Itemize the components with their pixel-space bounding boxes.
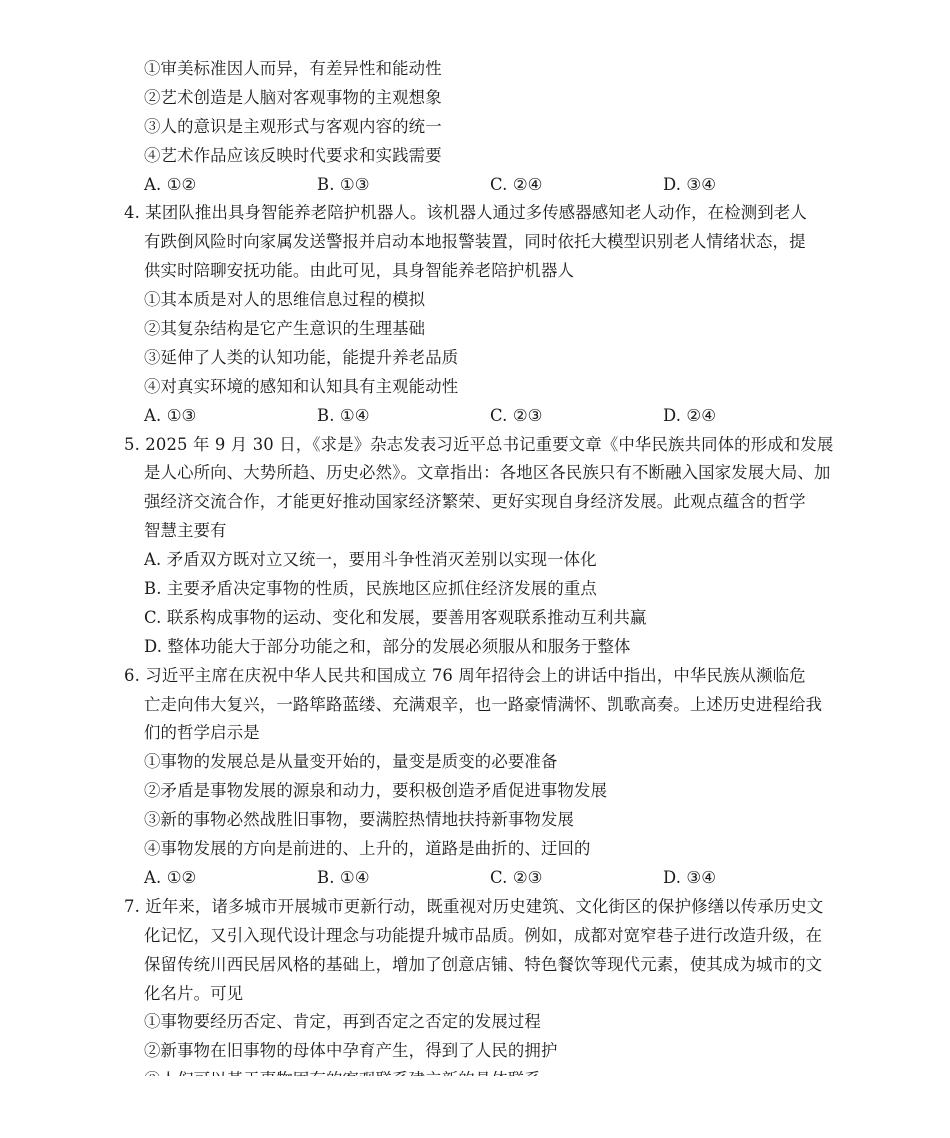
q3-option-4: ④艺术作品应该反映时代要求和实践需要 <box>144 145 442 165</box>
q3-choice-b: B. ①③ <box>317 174 370 194</box>
q5-option-a: A. 矛盾双方既对立又统一，要用斗争性消灭差别以实现一体化 <box>144 550 597 570</box>
q3-choices <box>124 171 836 200</box>
q6-stem-line-1: 6. 习近平主席在庆祝中华人民共和国成立 76 周年招待会上的讲话中指出，中华民族从濒临危 <box>124 665 806 685</box>
page-cutoff-mask <box>0 1076 950 1138</box>
q3-choice-c: C. ②④ <box>490 174 543 194</box>
q6-option-3: ③新的事物必然战胜旧事物，要满腔热情地扶持新事物发展 <box>144 810 575 830</box>
q7-option-1: ①事物要经历否定、肯定，再到否定之否定的发展过程 <box>144 1012 541 1032</box>
q7-stem-line-1: 7. 近年来，诸多城市开展城市更新行动，既重视对历史建筑、文化街区的保护修缮以传承历史文 <box>124 896 824 916</box>
q3-option-3: ③人的意识是主观形式与客观内容的统一 <box>144 116 442 136</box>
q5-stem-line-3: 强经济交流合作，才能更好推动国家经济繁荣、更好实现自身经济发展。此观点蕴含的哲学 <box>144 492 806 512</box>
q4-option-2: ②其复杂结构是它产生意识的生理基础 <box>144 319 426 339</box>
q6-choice-b: B. ①④ <box>317 867 370 887</box>
q5-stem-line-4: 智慧主要有 <box>144 521 227 541</box>
question-5 <box>124 431 836 662</box>
q5-option-d: D. 整体功能大于部分功能之和，部分的发展必须服从和服务于整体 <box>144 636 631 656</box>
q6-choice-d: D. ③④ <box>663 867 717 887</box>
q3-option-1: ①审美标准因人而异，有差异性和能动性 <box>144 59 442 78</box>
q6-choices <box>124 864 836 893</box>
q6-option-2: ②矛盾是事物发展的源泉和动力，要积极创造矛盾促进事物发展 <box>144 781 608 801</box>
q7-option-2: ②新事物在旧事物的母体中孕育产生，得到了人民的拥护 <box>144 1041 558 1061</box>
question-4 <box>124 199 836 430</box>
question-6 <box>124 662 836 893</box>
q7-stem-line-4: 化名片。可见 <box>144 983 244 1003</box>
q3-choice-d: D. ③④ <box>663 174 717 194</box>
q6-choice-c: C. ②③ <box>490 867 543 887</box>
q4-choice-c: C. ②③ <box>490 405 543 425</box>
q3-option-2: ②艺术创造是人脑对客观事物的主观想象 <box>144 87 442 107</box>
q4-option-4: ④对真实环境的感知和认知具有主观能动性 <box>144 376 459 396</box>
q4-choice-b: B. ①④ <box>317 405 370 425</box>
q6-stem-line-3: 们的哲学启示是 <box>144 723 260 743</box>
exam-content <box>124 55 836 1095</box>
q4-stem-line-3: 供实时陪聊安抚功能。由此可见，具身智能养老陪护机器人 <box>144 261 575 281</box>
q4-option-3: ③延伸了人类的认知功能，能提升养老品质 <box>144 347 459 367</box>
q3-choice-a: A. ①② <box>144 174 197 194</box>
q5-option-b: B. 主要矛盾决定事物的性质，民族地区应抓住经济发展的重点 <box>144 579 597 599</box>
q4-choice-d: D. ②④ <box>663 405 717 425</box>
q5-option-c: C. 联系构成事物的运动、变化和发展，要善用客观联系推动互利共赢 <box>144 607 647 627</box>
q5-stem-line-1: 5. 2025 年 9 月 30 日，《求是》杂志发表习近平总书记重要文章《中华民族共同体的形成和发展 <box>124 434 834 454</box>
q4-choice-a: A. ①③ <box>144 405 197 425</box>
q4-stem-line-2: 有跌倒风险时向家属发送警报并启动本地报警装置，同时依托大模型识别老人情绪状态，提 <box>144 232 806 252</box>
q4-choices <box>124 402 836 431</box>
q7-stem-line-3: 保留传统川西民居风格的基础上，增加了创意店铺、特色餐饮等现代元素，使其成为城市的文 <box>144 954 823 974</box>
q5-stem-line-2: 是人心所向、大势所趋、历史必然》。文章指出：各地区各民族只有不断融入国家发展大局、加 <box>144 463 831 483</box>
q4-option-1: ①其本质是对人的思维信息过程的模拟 <box>144 290 426 310</box>
q6-stem-line-2: 亡走向伟大复兴，一路筚路蓝缕、充满艰辛，也一路豪情满怀、凯歌高奏。上述历史进程给我 <box>144 694 823 714</box>
q6-choice-a: A. ①② <box>144 867 197 887</box>
q6-option-1: ①事物的发展总是从量变开始的，量变是质变的必要准备 <box>144 752 558 772</box>
question-7 <box>124 893 836 1095</box>
q7-stem-line-2: 化记忆，又引入现代设计理念与功能提升城市品质。例如，成都对宽窄巷子进行改造升级，在 <box>144 925 823 945</box>
q4-stem-line-1: 4. 某团队推出具身智能养老陪护机器人。该机器人通过多传感器感知老人动作，在检测到老人 <box>124 203 807 223</box>
q6-option-4: ④事物发展的方向是前进的、上升的，道路是曲折的、迂回的 <box>144 839 591 859</box>
question-3-tail <box>124 55 836 199</box>
